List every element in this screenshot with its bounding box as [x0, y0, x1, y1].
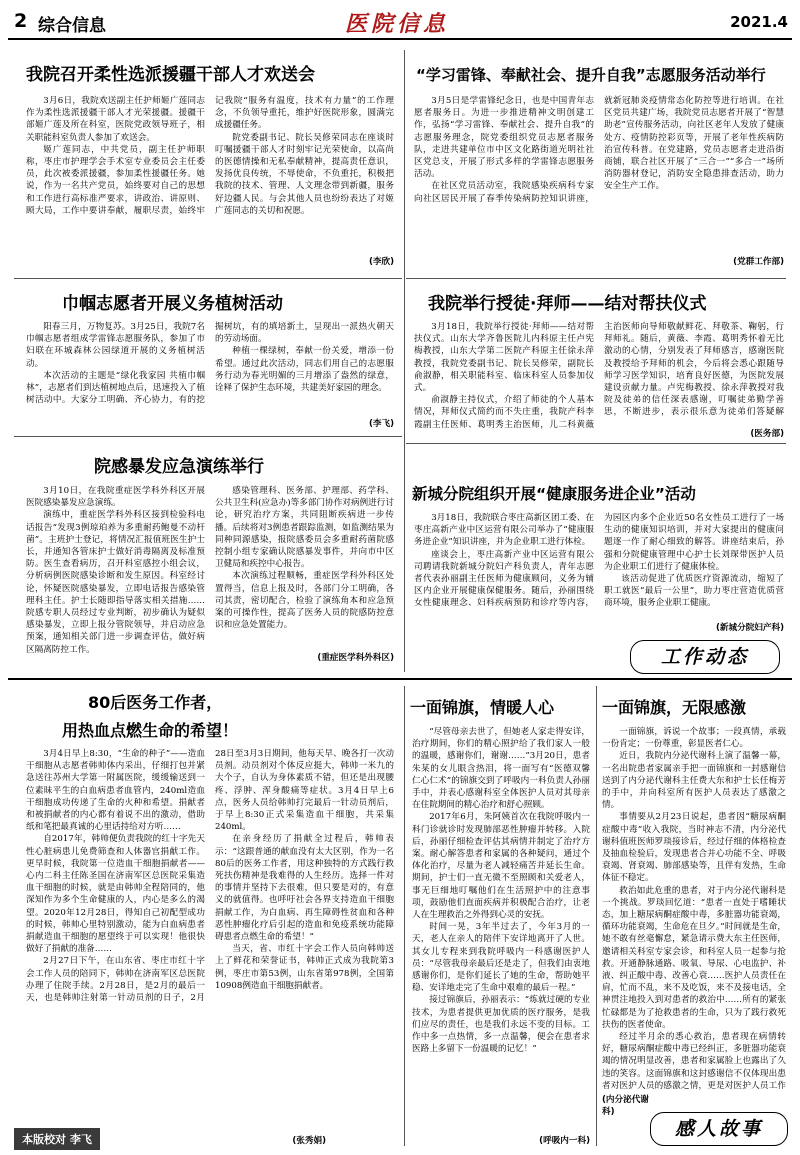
section-divider — [406, 443, 786, 444]
paragraph: 本次演练过程顺畅，重症医学科外科区处置得当，信息上报及时，各部门分工明确，各司其责，密切配合，检验了演练角本和应急预案的可操作性，提高了医务人员的院感防控意识和应急处置能力。 — [215, 571, 394, 631]
paragraph: 2017年6月，朱阿姨首次在我院呼吸内一科门诊就诊时发现肺部恶性肿瘤并转移。入院后，孙丽仔细检查评估其病情并制定了治疗方案。耐心解答患者和家属的各种疑问，通过个体化治疗，尽量为老人减轻痛苦并延长生命。期间，护士们一直无微不至照顾和关爱老人，事无巨细地叮嘱他们在生活照护中的注意事项，鼓励他们直面疾病并积极配合治疗，让老人在生理救治之外得到心灵的安抚。 — [412, 812, 590, 921]
paragraph: 接过锦旗后，孙丽表示：“炼就过硬的专业技术，为患者提供更加优质的医疗服务，是我们应尽的责任，也是我们永远不变的目标。工作中多一点热情，多一点温馨，便会在患者求医路上多留下一份温暖的记忆！” — [412, 995, 590, 1055]
paragraph: 自2017年，韩帅便负责我院的红十字先天性心脏病患儿免费筛查和人体器官捐献工作。更早时候，我院第一位造血干细胞捐献者——心内二科主任陈圣国在济南军区总医院采集造血干细胞的时候，就是由韩帅全程陪同的，他深知作为多个生命健康的人，内心是多么的渴望。2020年12月28日，得知自己初配型成功的时候，韩帅心里特别激动，能为白血病患者捐献造血干细胞的愿望终于可以实现！他很快做好了捐献的准备…… — [26, 834, 205, 955]
page-number: 2 — [14, 10, 28, 32]
paragraph: 阳春三月，万物复苏。3月25日，我院7名巾帼志愿者组成学雷锋志愿服务队，参加了市妇联在环城森林公园绿道开展的义务植树活动。 — [26, 322, 205, 369]
article-signature: (李欣) — [368, 257, 394, 267]
paragraph: 本次活动的主题是“绿化我家园 共植巾帼林”，志愿者们到达植树地点后，迅速投入了植树活动中。大家分工明确、齐心协力，有的挖掘树坑，有的填培新土，呈现出一派热火朝天的劳动场面。 — [26, 322, 394, 406]
article-title: “学习雷锋、奉献社会、提升自我”志愿服务活动举行 — [416, 66, 766, 84]
paragraph: 俞淑静主持仪式，介绍了师徒的个人基本情况，拜师仪式简约而不失庄重，我院产科李霞副主任医师、葛明秀主治医师，儿二科黄薇主治医师向导师敬献鲜花、拜敬茶、鞠躬，行拜师礼。随后，黄薇、李霞、葛明秀怀着无比激动的心情，分别发表了拜师感言，感谢医院及教授给予拜师的机会，今后将会悉心跟随导师学习医学知识，培育良好医德，为医院发展建设贡献力量。卢宪梅教授、徐永萍教授对我院及徒弟的信任深表感谢，叮嘱徒弟勤学善思，不断进步，表示很乐意为徒弟们答疑解 — [414, 322, 784, 430]
article-body — [414, 95, 784, 265]
article-signature: (党群工作部) — [733, 257, 784, 267]
column-divider — [404, 50, 405, 672]
article-signature: (李飞) — [368, 419, 394, 429]
half-page-rule — [8, 678, 792, 680]
paragraph: 时间一晃，3年半过去了，今年3月的一天，老人在亲人的陪伴下安详地离开了人世。其女儿专程来到我院呼吸内一科感谢医护人员：“尽管我母亲最后还是走了，但我们由衷地感谢你们，是你们延长了她的生命，帮助她平稳、安详地走完了生命中艰难的最后一程。” — [412, 922, 590, 994]
paragraph: 3月18日，我院举行授徒·拜师——结对帮扶仪式。山东大学齐鲁医院儿内科原主任卢宪梅教授，山东大学第二医院产科原主任徐永萍教授，我院党委副书记、院长吴修荣，副院长俞淑静，相关职能科室、临床科室人员参加仪式。 — [414, 322, 594, 394]
paragraph: 在亲身经历了捐献全过程后，韩帅表示：“这跟普通的献血没有太大区别，作为一名80后的医务工作者，用这种独特的方式践行救死扶伤精神是我难得的人生经历。选择一件对的事情并坚持下去很难，但只要是对的，有意义的就值得。也呼吁社会各界支持造血干细胞捐献工作，为白血病、再生障碍性贫血和各种恶性肿瘤化疗后引起的造血和免疫系统功能障碍患者点燃生命的希望！” — [215, 834, 394, 943]
paragraph: 演练中，重症医学科外科区接到检验科电话报告“发现3例琼珀养为多重耐药鲍曼不动杆菌”。主班护士登记，将情况汇报值班医生护士长，并通知各管床护士做好消毒隔离及标准预防。医生查看病历，召开科室感控小组会议，分析病例医院感染诊断和发生原因。科室经讨论，怀疑医院感染暴发，立即电话报告感染管理科主任。护士长随即指导落实相关措施……院感专职人员经过专业判断，初步确认为疑似感染暴发，立即上报分管院领导，并启动应急预案，通知相关部门进一步调查评估，做好病区隔离防控工作。 — [26, 510, 205, 655]
article-title-line2: 用热血点燃生命的希望！ — [62, 721, 239, 740]
article-title: 巾帼志愿者开展义务植树活动 — [62, 294, 283, 314]
paragraph: “尽管母亲去世了，但她老人家走得安详，治疗期间，你们的精心照护给了我们家人一般的温暖，感谢你们，谢谢……”3月20日，患者朱某的女儿眼含热泪，将一面写有“医德双馨 仁心仁术”的锦旗交到了呼吸内一科负责人孙丽手中，并表心感谢科室全体医护人员对其母亲在住院期间的精心治疗和舒心照顾。 — [412, 727, 590, 811]
article-body — [26, 485, 394, 660]
article-body — [26, 321, 394, 429]
article-body — [414, 321, 784, 433]
proofreader-credit: 本版校对 李飞 — [14, 1128, 100, 1150]
column-divider — [404, 686, 405, 1146]
section-divider — [406, 278, 786, 279]
article-body — [414, 512, 784, 632]
article-signature: (重症医学科外科区) — [317, 653, 394, 663]
paragraph: 2月27日下午，在山东省、枣庄市红十字会工作人员的陪同下，韩帅在济南军区总医院办理了住院手续。2月28日，是2月的最后一天，也是韩帅注射第一针动员剂的日子，2月28日至3月3日期间，他每天早、晚各打一次动员剂。动员剂对个体反应挺大，韩帅一米九的大个子，自认为身体素质不错，但还是出现腰疼、浮肿、浑身酸痛等症状。3月4日早上6点，医务人员给韩帅打完最后一针动员剂后，于早上8:30正式采集造血干细胞，共采集240ml。 — [26, 749, 394, 1004]
paragraph: 3月10日，在我院重症医学科外科区开展医院感染暴发应急演练。 — [26, 486, 205, 509]
paragraph: 3月18日，我院联合枣庄高新区团工委、在枣庄高新产业中区运营有限公司举办了“健康服务进企业”知识讲座，并为企业职工进行体检。 — [414, 513, 594, 548]
article-body — [412, 726, 590, 1131]
paragraph: 在社区党员活动室，我院感染疾病科专家向社区居民开展了春季传染病防控知识讲座，就新冠肺炎疫情常态化防控等进行培训。在社区党员共建广场，我院党员志愿者开展了“智慧助老”宣传服务活动，向社区老年人发放了健康处方、疫情防控彩页等，开展了老年性疾病防治宣传科普。在党建路，党员志愿者走进沿街商铺，联合社区开展了“三合一”“多合一”场所消防器材登记，消防安全隐患排查活动，助力安全生产工作。 — [414, 96, 784, 204]
issue-date: 2021.4 — [730, 13, 788, 31]
article-signature: (内分泌代谢科) — [602, 1095, 649, 1118]
paragraph: 3月4日早上8:30，“生命的种子”——造血干细胞从志愿者韩帅体内采出，仔细打包并紧急送往苏州大学第一附属医院，缓缓输送到一位素昧平生的白血病患者血管内，240ml造血干细胞成功传递了生命的火种和希望。捐献者和被捐献者的内心都有着说不出的激动，借助纸和笔把最真诚的心里话持给对方听…… — [26, 749, 205, 833]
section-banner-story: 感人故事 — [650, 1112, 788, 1146]
article-title: 一面锦旗，情暖人心 — [410, 698, 555, 717]
article-title: 我院举行授徒·拜师——结对帮扶仪式 — [428, 294, 707, 314]
paragraph: 经过半月余的悉心救治，患者现在病情转好，糖尿病酮症酸中毒已经纠正，多脏器功能衰竭的情况明显改善，患者和家属脸上也露出了久违的笑容。这面锦旗和这封感谢信不仅体现出患者对医护人员的感激之情，更是对医护人员工作 — [602, 1032, 786, 1090]
paragraph: 感染管理科、医务部、护理部、药学科、公共卫生科(应急办)等多部门协作对病例进行讨论，研究治疗方案，共同阻断疾病进一步传播。后续将对3例患者跟踪监测，如监测结果为同种同源感染，报院感委员会多重耐药菌院感控制小组专家确认院感暴发事件，并向市中区卫健局和疾控中心报告。 — [215, 486, 394, 570]
article-signature: (呼吸内一科) — [539, 1136, 590, 1146]
article-signature: (医务部) — [750, 429, 784, 439]
paragraph: 种植一棵绿树，奉献一份关爱，增添一份希望。通过此次活动，同志们用自己的志愿服务行动为春光明媚的三月增添了盎然的绿意，诠释了保护生态环境，共建美好家园的理念。 — [215, 346, 394, 394]
paragraph: 姬广莲同志，中共党员，副主任护师职称，枣庄市护理学会手术室专业委员会主任委员，此次被委派援疆，参加柔性援疆任务。她说，作为一名共产党员，始终要对自己的思想和工作进行高标准严要求，讲政治、讲原则、顾大局，工作中要讲奉献，履职尽责，始终牢记我院“服务有温度，技术有力量”的工作理念，不负领导重托，维护好医院形象，圆满完成援疆任务。 — [26, 96, 394, 216]
paragraph: 一面锦旗，诉说一个故事；一段真情，承载一份肯定；一份尊重，彰显医者仁心。 — [602, 727, 786, 750]
article-title: 院感暴发应急演练举行 — [94, 457, 264, 477]
article-title: 新城分院组织开展“健康服务进企业”活动 — [412, 485, 696, 503]
paragraph: 3月5日是学雷锋纪念日，也是中国青年志愿者服务日。为进一步推进精神文明创建工作，弘扬“学习雷锋、奉献社会、提升自我”的志愿服务理念，院党委组织党员志愿者服务队，走进共建单位市中区文化路街道光明社社区党总支，开展了形式多样的学雷锋志愿服务活动。 — [414, 96, 594, 180]
section-divider — [14, 278, 402, 279]
section-banner-work: 工作动态 — [630, 640, 780, 674]
article-signature: (新城分院妇产科) — [715, 623, 784, 633]
paragraph: 救治如此危重的患者，对于内分泌代谢科是一个挑战。罗琰回忆道：“患者一直处于嗜睡状态，加上糖尿病酮症酸中毒，多脏器功能衰竭，循环功能衰竭，生命危在旦夕。”时间就是生命，她不敢有丝毫懈怠，紧急请示费大东主任医师，邀请相关科室专家会诊，和科室人员一起参与抢救。开通静脉通路、吸氧、导尿、心电监护、补液、纠正酸中毒、改善心衰……医护人员责任在肩，忙而不乱，来不及吃饭，来不及接电话，全神贯注地投入到对患者的救治中……所有的紧张忙碌都是为了抢救患者的生命，只为了践行救死扶伤的医者使命。 — [602, 885, 786, 1030]
masthead: 医院信息 — [345, 11, 450, 37]
article-signature: (张秀娟) — [292, 1136, 326, 1146]
article-body — [602, 726, 786, 1090]
section-divider — [14, 436, 402, 437]
paragraph: 3月6日，我院欢送副主任护师姬广莲同志作为柔性选派援疆干部人才光荣援疆。援疆干部姬广莲及所在科室，医院党政领导班子，相关职能科室负责人参加了欢送会。 — [26, 96, 205, 143]
column-divider — [596, 686, 597, 1146]
article-body — [26, 95, 394, 273]
article-title: 我院召开柔性选派援疆干部人才欢送会 — [26, 65, 315, 85]
paragraph: 该活动促进了优质医疗资源流动，缩短了职工就医“最后一公里”，助力枣庄营造优质营商环境，服务企业职工健康。 — [604, 574, 784, 609]
article-title-line1: 80后医务工作者， — [88, 693, 223, 712]
article-title: 一面锦旗，无限感激 — [602, 698, 747, 717]
section-title: 综合信息 — [38, 16, 106, 36]
paragraph: 近日，我院内分泌代谢科上演了温馨一幕，一名出院患者家属亲手把一面锦旗和一封感谢信送到了内分泌代谢科主任费大东和护士长任梅芳的手中，并向科室所有医护人员表达了感激之情。 — [602, 751, 786, 811]
paragraph: 座谈会上，枣庄高新产业中区运营有限公司聘请我院新城分院妇产科负责人，青年志愿者代表孙丽副主任医师为健康顾问，义务为辅区内企业开展健康保健服务。随后，孙丽围绕女性健康理念、妇科疾病预防和诊疗等内容，为园区内多个企业近50名女性员工进行了一场生动的健康知识培训，并对大家提出的健康问题逐一作了耐心细致的解答。讲座结束后，孙强和分院健康管理中心护士长刘琛带医护人员为企业职工们进行了健康体检。 — [414, 513, 784, 609]
header-rule — [8, 38, 792, 40]
paragraph: 当天，省、市红十字会工作人员向韩帅送上了鲜花和荣誉证书，韩帅正式成为我院第3例，枣庄市第53例，山东省第978例，全国第10908例造血干细胞捐献者。 — [215, 944, 394, 991]
paragraph: 事情要从2月23日说起，患者因“糖尿病酮症酸中毒”收入我院，当时神志不清，内分泌代谢科值班医师罗琰接诊后，经过仔细的体格检查及抽血检验后，发现患者合并心功能不全、呼吸衰竭、肾衰竭、肺部感染等，且伴有发热，生命体征不稳定。 — [602, 812, 786, 884]
paragraph: 院党委副书记、院长吴修荣同志在座谈时叮嘱援疆干部人才时刻牢记光荣使命，以高尚的医德情操和无私奉献精神，提高责任意识，发扬优良传统，不辱使命，不负重托，积极把我院的技术、管理、人文理念带到新疆，服务好边疆人民。与会其他人员也纷纷表达了对姬广莲同志的关切和祝愿。 — [215, 132, 394, 216]
article-body — [26, 748, 394, 1140]
